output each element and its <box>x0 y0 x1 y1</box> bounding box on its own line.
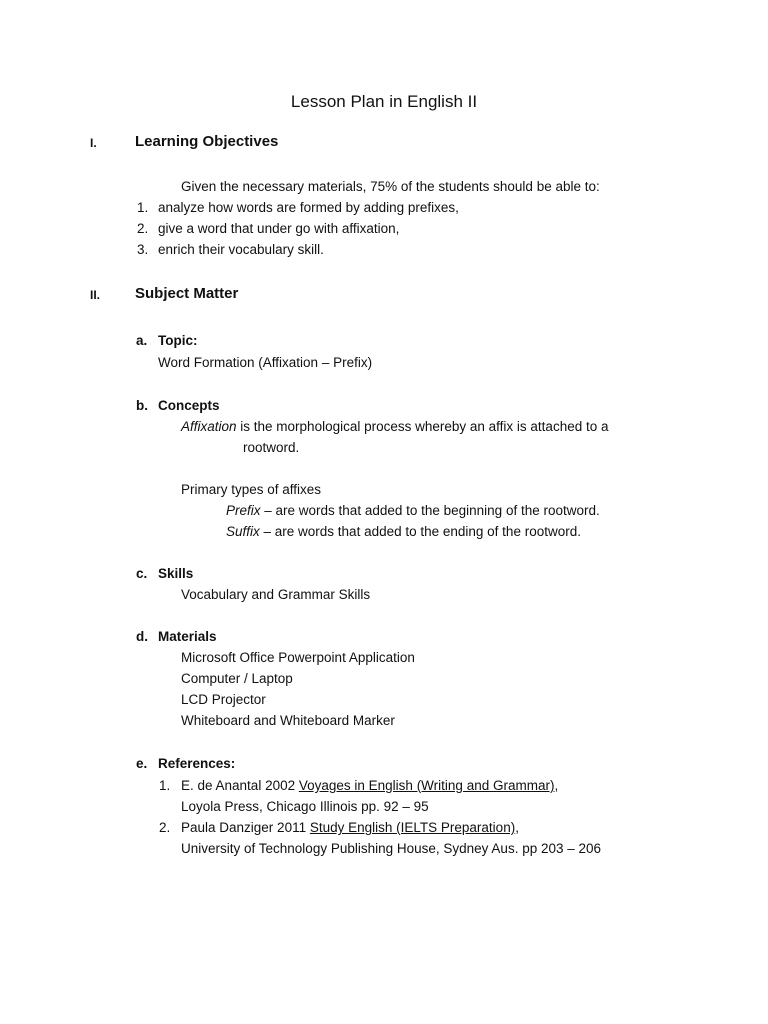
reference-2-number: 2. <box>159 820 171 835</box>
affixation-definition-cont: rootword. <box>243 440 300 455</box>
affixation-definition <box>181 416 609 437</box>
affixation-definition-text: is the morphological process whereby an affix is attached to a <box>236 419 609 434</box>
objectives-intro: Given the necessary materials, 75% of the students should be able to: <box>181 179 600 194</box>
prefix-term: Prefix <box>226 503 261 518</box>
skills-letter: c. <box>136 566 148 581</box>
materials-label: Materials <box>158 629 217 644</box>
objective-3-text: enrich their vocabulary skill. <box>158 242 324 257</box>
reference-1-author: E. de Anantal 2002 <box>181 778 299 793</box>
skills-text: Vocabulary and Grammar Skills <box>181 587 371 602</box>
affixation-term: Affixation <box>181 419 237 434</box>
prefix-definition-text: – are words that added to the beginning of the rootword. <box>260 503 600 518</box>
material-item: LCD Projector <box>181 692 266 707</box>
material-item: Microsoft Office Powerpoint Application <box>181 650 415 665</box>
material-item: Whiteboard and Whiteboard Marker <box>181 713 395 728</box>
reference-1-publisher: Loyola Press, Chicago Illinois pp. 92 – 95 <box>181 799 429 814</box>
reference-2-book-title: Study English (IELTS Preparation) <box>309 820 516 835</box>
topic-text: Word Formation (Affixation – Prefix) <box>158 355 373 370</box>
section-1-heading: Learning Objectives <box>135 133 279 150</box>
document-title: Lesson Plan in English II <box>290 92 478 111</box>
materials-letter: d. <box>136 629 148 644</box>
topic-label: Topic: <box>158 333 198 348</box>
reference-1-number: 1. <box>159 778 171 793</box>
skills-label: Skills <box>158 566 194 581</box>
reference-1-line1 <box>181 775 558 796</box>
concepts-letter: b. <box>136 398 148 413</box>
section-2-numeral: II. <box>90 288 101 302</box>
concepts-label: Concepts <box>158 398 220 413</box>
topic-letter: a. <box>136 333 148 348</box>
references-letter: e. <box>136 756 148 771</box>
objective-2-number: 2. <box>137 221 149 236</box>
section-1-numeral: I. <box>90 136 97 150</box>
suffix-term: Suffix <box>226 524 260 539</box>
objective-3-number: 3. <box>137 242 149 257</box>
material-item: Computer / Laptop <box>181 671 293 686</box>
suffix-definition-text: – are words that added to the ending of the rootword. <box>259 524 581 539</box>
suffix-definition <box>226 521 581 542</box>
reference-2-comma: , <box>515 820 519 835</box>
objective-1-number: 1. <box>137 200 149 215</box>
prefix-definition <box>226 500 600 521</box>
section-2-heading: Subject Matter <box>135 285 239 302</box>
affix-types-label: Primary types of affixes <box>181 482 322 497</box>
objective-2-text: give a word that under go with affixation, <box>158 221 400 236</box>
reference-1-book-title: Voyages in English (Writing and Grammar) <box>298 778 555 793</box>
objective-1-text: analyze how words are formed by adding prefixes, <box>158 200 459 215</box>
reference-1-comma: , <box>554 778 559 793</box>
reference-2-line1 <box>181 817 519 838</box>
reference-2-author: Paula Danziger 2011 <box>181 820 310 835</box>
reference-2-publisher: University of Technology Publishing House, Sydney Aus. pp 203 – 206 <box>181 841 602 856</box>
references-label: References: <box>158 756 236 771</box>
